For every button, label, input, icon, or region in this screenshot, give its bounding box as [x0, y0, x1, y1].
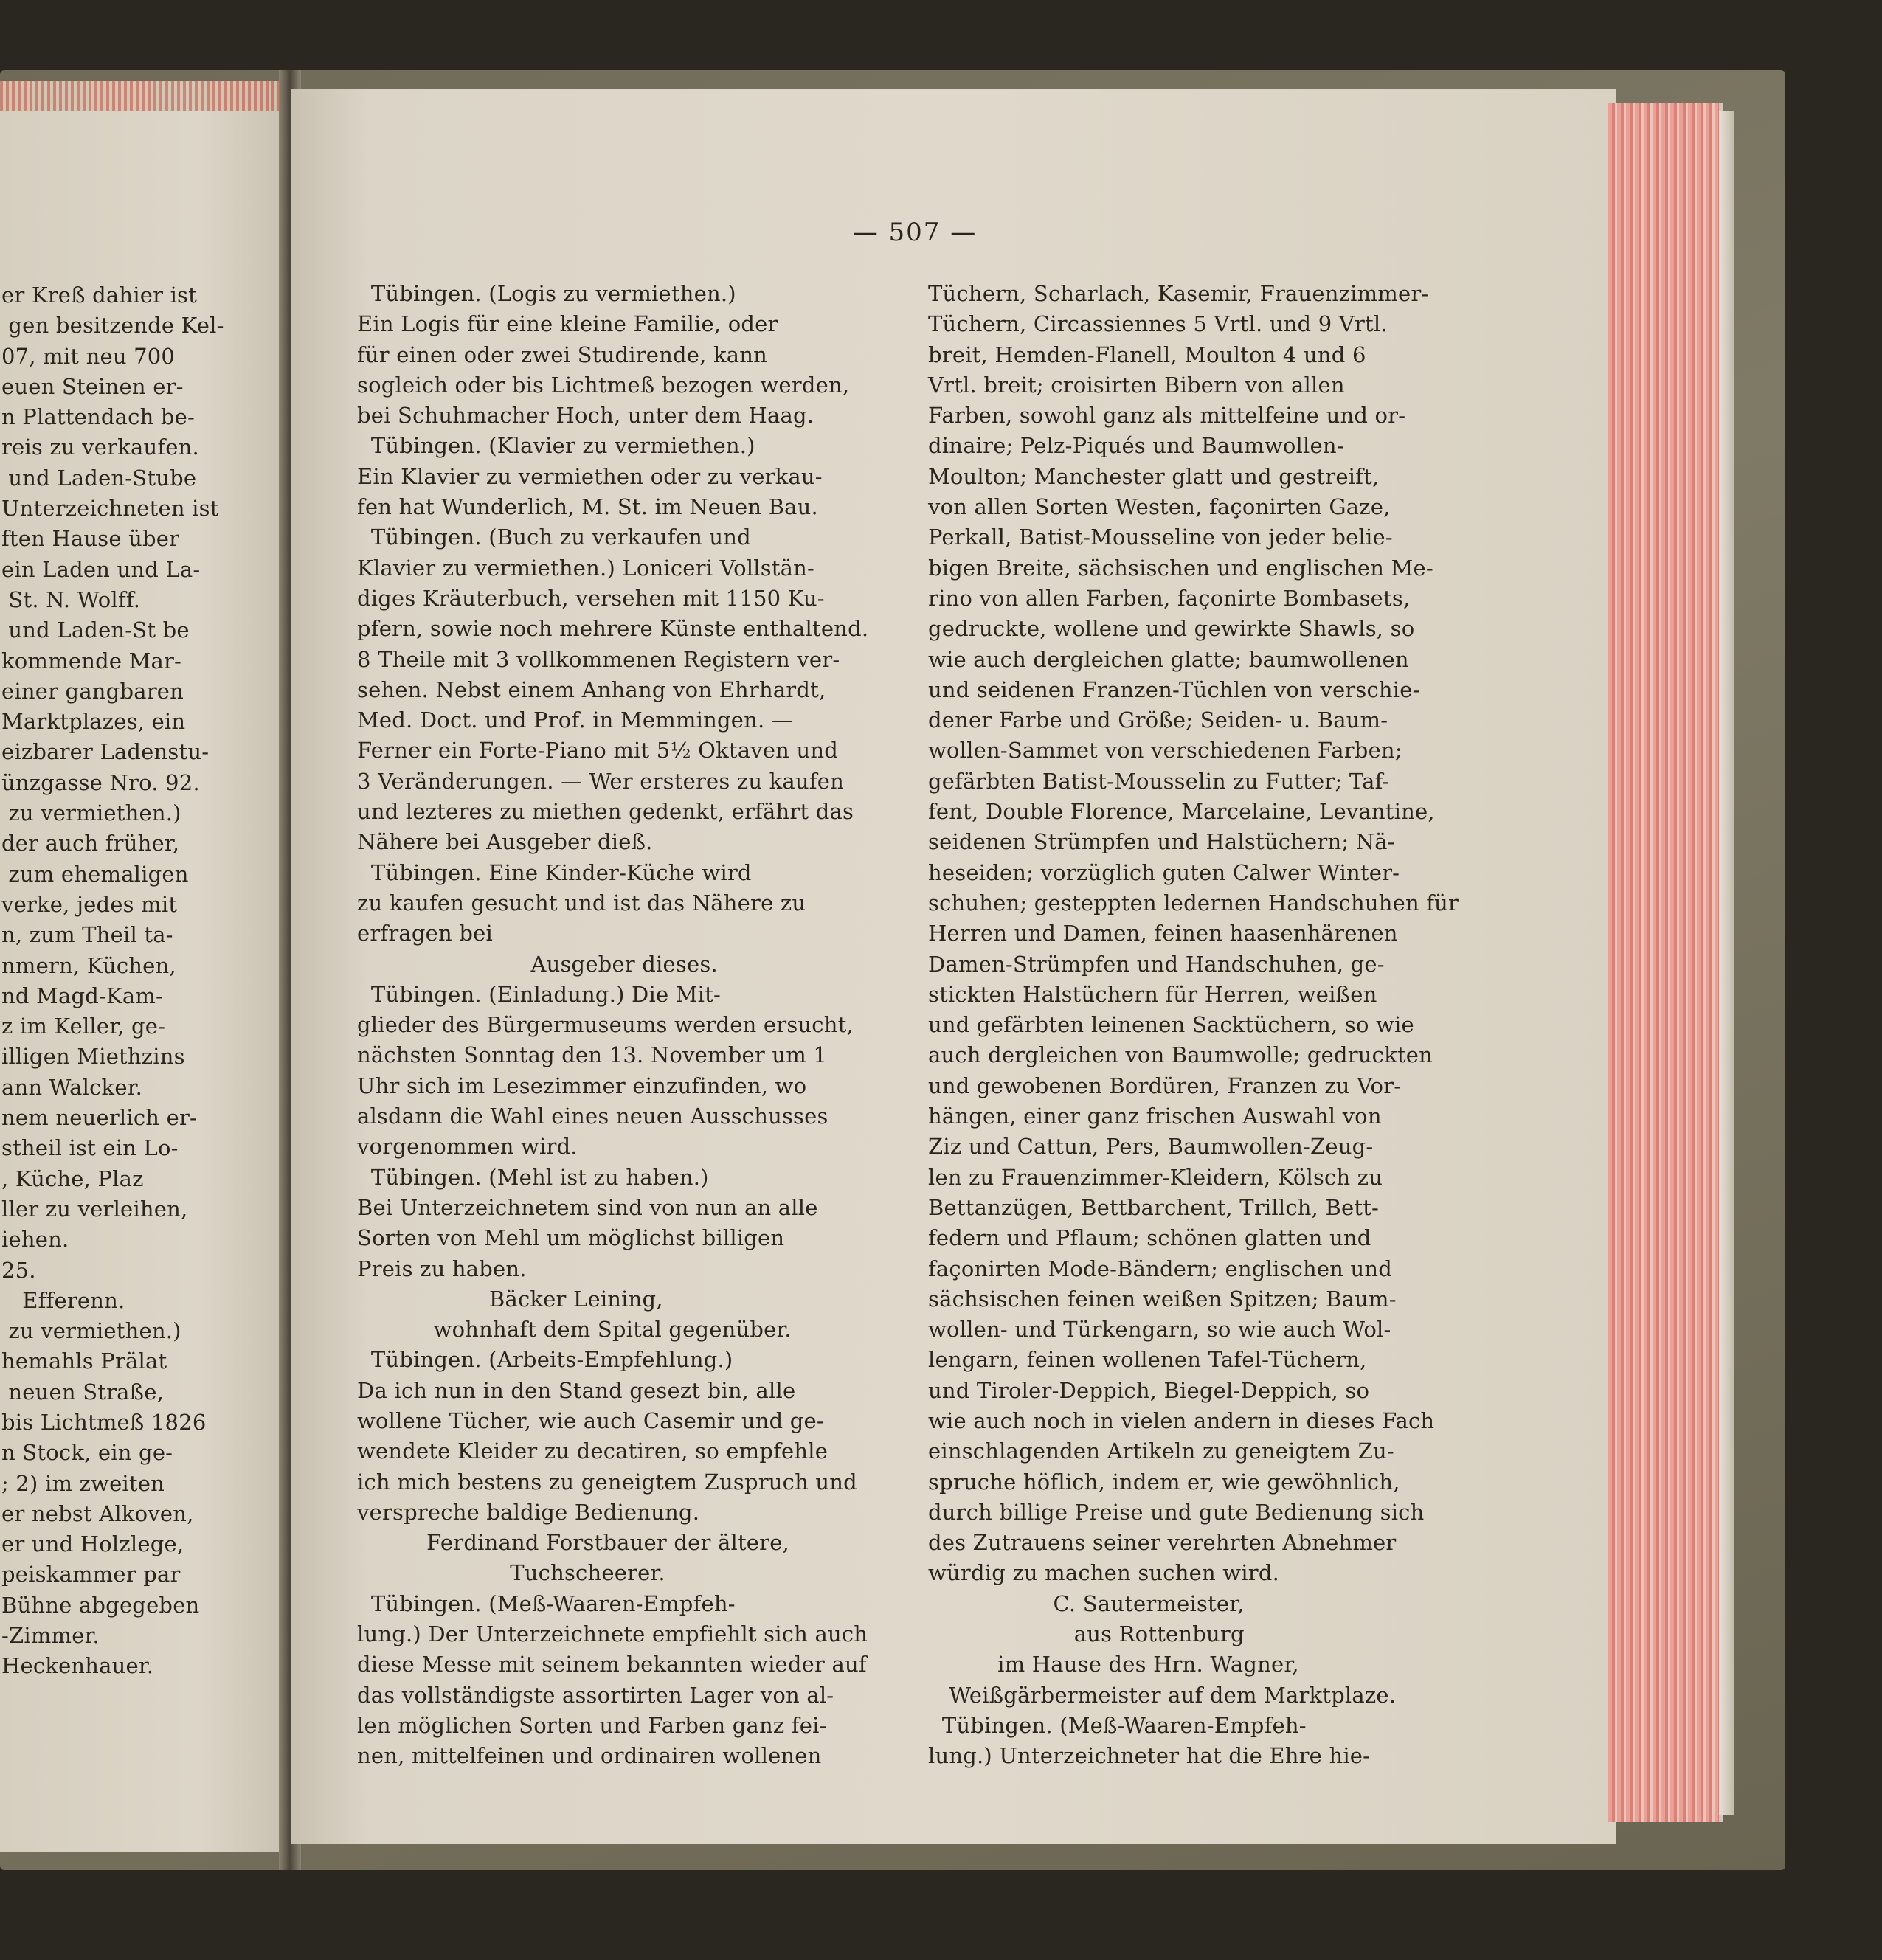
page-number: — 507 — — [852, 218, 978, 247]
column-right-text: Tüchern, Scharlach, Kasemir, Frauenzimmer- Tüchern, Circassiennes 5 Vrtl. und 9 Vrtl. breit, Hemden-Flanell, Moulton 4 und 6 Vrtl. breit; croisirten Bibern von allen Farben, sowohl ganz als mittelfeine und or- dinaire; Pelz-Piqués und Baumwollen- Moulton; Manchester glatt und gestreift, von allen Sorten Westen, façonirten Gaze, Perkall, Batist-Mousseline von jeder belie- bigen Breite, sächsischen und englischen Me- rino von allen Farben, façonirte Bombasets, gedruckte, wollene und gewirkte Shawls, so wie auch dergleichen glatte; baumwollenen und seidenen Franzen-Tüchlen von verschie- dener Farbe und Größe; Seiden- u. Baum- wollen-Sammet von verschiedenen Farben; gefärbten Batist-Mousselin zu Futter; Taf- fent, Double Florence, Marcelaine, Levantine, seidenen Strümpfen und Halstüchern; Nä- heseiden; vorzüglich guten Calwer Winter- schuhen; gesteppten ledernen Handschuhen für Herren und Damen, feinen haasenhärenen Damen-Strümpfen und Handschuhen, ge- stickten Halstüchern für Herren, weißen und gefärbten leinenen Sacktüchern, so wie auch dergleichen von Baumwolle; gedruckten und gewobenen Bordüren, Franzen zu Vor- hängen, einer ganz frischen Auswahl von Ziz und Cattun, Pers, Baumwollen-Zeug- len zu Frauenzimmer-Kleidern, Kölsch zu Bettanzügen, Bettbarchent, Trillch, Bett- federn und Pflaum; schönen glatten und façonirten Mode-Bändern; englischen und sächsischen feinen weißen Spitzen; Baum- wollen- und Türkengarn, so wie auch Wol- lengarn, feinen wollenen Tafel-Tüchern, und Tiroler-Deppich, Biegel-Deppich, so wie auch noch in vielen andern in dieses Fach einschlagenden Artikeln zu geneigtem Zu- spruche höflich, indem er, wie gewöhnlich, durch billige Preise und gute Bedienung sich des Zutrauens seiner verehrten Abnehmer würdig zu machen suchen wird. C. Sautermeister, aus Rottenburg im Hause des Hrn. Wagner, Weißgärbermeister auf dem Marktplaze. Tübingen. (Meß-Waaren-Empfeh- lung.) Unterzeichneter hat die Ehre hie- — [928, 281, 1459, 1769]
left-page-text: er Kreß dahier ist gen besitzende Kel- 07, mit neu 700 euen Steinen er- n Plattendach be- reis zu verkaufen. und Laden-Stube Unterzeichneten ist ften Hause über ein Laden und La- St. N. Wolff. und Laden-St be kommende Mar- einer gangbaren Marktplazes, ein eizbarer Ladenstu- ünzgasse Nro. 92. zu vermiethen.) der auch früher, zum ehemaligen verke, jedes mit n, zum Theil ta- nmern, Küchen, nd Magd-Kam- z im Keller, ge- illigen Miethzins ann Walcker. nem neuerlich er- stheil ist ein Lo- , Küche, Plaz ller zu verleihen, iehen. 25. Efferenn. zu vermiethen.) hemahls Prälat neuen Straße, bis Lichtmeß 1826 n Stock, ein ge- ; 2) im zweiten er nebst Alkoven, er und Holzlege, peiskammer par Bühne abgegeben -Zimmer. Heckenhauer. — [1, 283, 224, 1679]
red-page-edges — [1608, 103, 1723, 1822]
page-edge-shadow — [1719, 111, 1734, 1815]
left-page-edge-stripe — [0, 81, 284, 111]
column-left-text: Tübingen. (Logis zu vermiethen.) Ein Logis für eine kleine Familie, oder für einen oder zwei Studirende, kann sogleich oder bis Lichtmeß bezogen werden, bei Schuhmacher Hoch, unter dem Haag. Tübingen. (Klavier zu vermiethen.) Ein Klavier zu vermiethen oder zu verkau- fen hat Wunderlich, M. St. im Neuen Bau. Tübingen. (Buch zu verkaufen und Klavier zu vermiethen.) Loniceri Vollstän- diges Kräuterbuch, versehen mit 1150 Ku- pfern, sowie noch mehrere Künste enthaltend. 8 Theile mit 3 vollkommenen Registern ver- sehen. Nebst einem Anhang von Ehrhardt, Med. Doct. und Prof. in Memmingen. — Ferner ein Forte-Piano mit 5½ Oktaven und 3 Veränderungen. — Wer ersteres zu kaufen und lezteres zu miethen gedenkt, erfährt das Nähere bei Ausgeber dieß. Tübingen. Eine Kinder-Küche wird zu kaufen gesucht und ist das Nähere zu erfragen bei Ausgeber dieses. Tübingen. (Einladung.) Die Mit- glieder des Bürgermuseums werden ersucht, nächsten Sonntag den 13. November um 1 Uhr sich im Lesezimmer einzufinden, wo alsdann die Wahl eines neuen Ausschusses vorgenommen wird. Tübingen. (Mehl ist zu haben.) Bei Unterzeichnetem sind von nun an alle Sorten von Mehl um möglichst billigen Preis zu haben. Bäcker Leining, wohnhaft dem Spital gegenüber. Tübingen. (Arbeits-Empfehlung.) Da ich nun in den Stand gesezt bin, alle wollene Tücher, wie auch Casemir und ge- wendete Kleider zu decatiren, so empfehle ich mich bestens zu geneigtem Zuspruch und verspreche baldige Bedienung. Ferdinand Forstbauer der ältere, Tuchscheerer. Tübingen. (Meß-Waaren-Empfeh- lung.) Der Unterzeichnete empfiehlt sich auch diese Messe mit seinem bekannten wieder auf das vollständigste assortirten Lager von al- len möglichen Sorten und Farben ganz fei- nen, mittelfeinen und ordinairen wollenen — [357, 281, 869, 1769]
